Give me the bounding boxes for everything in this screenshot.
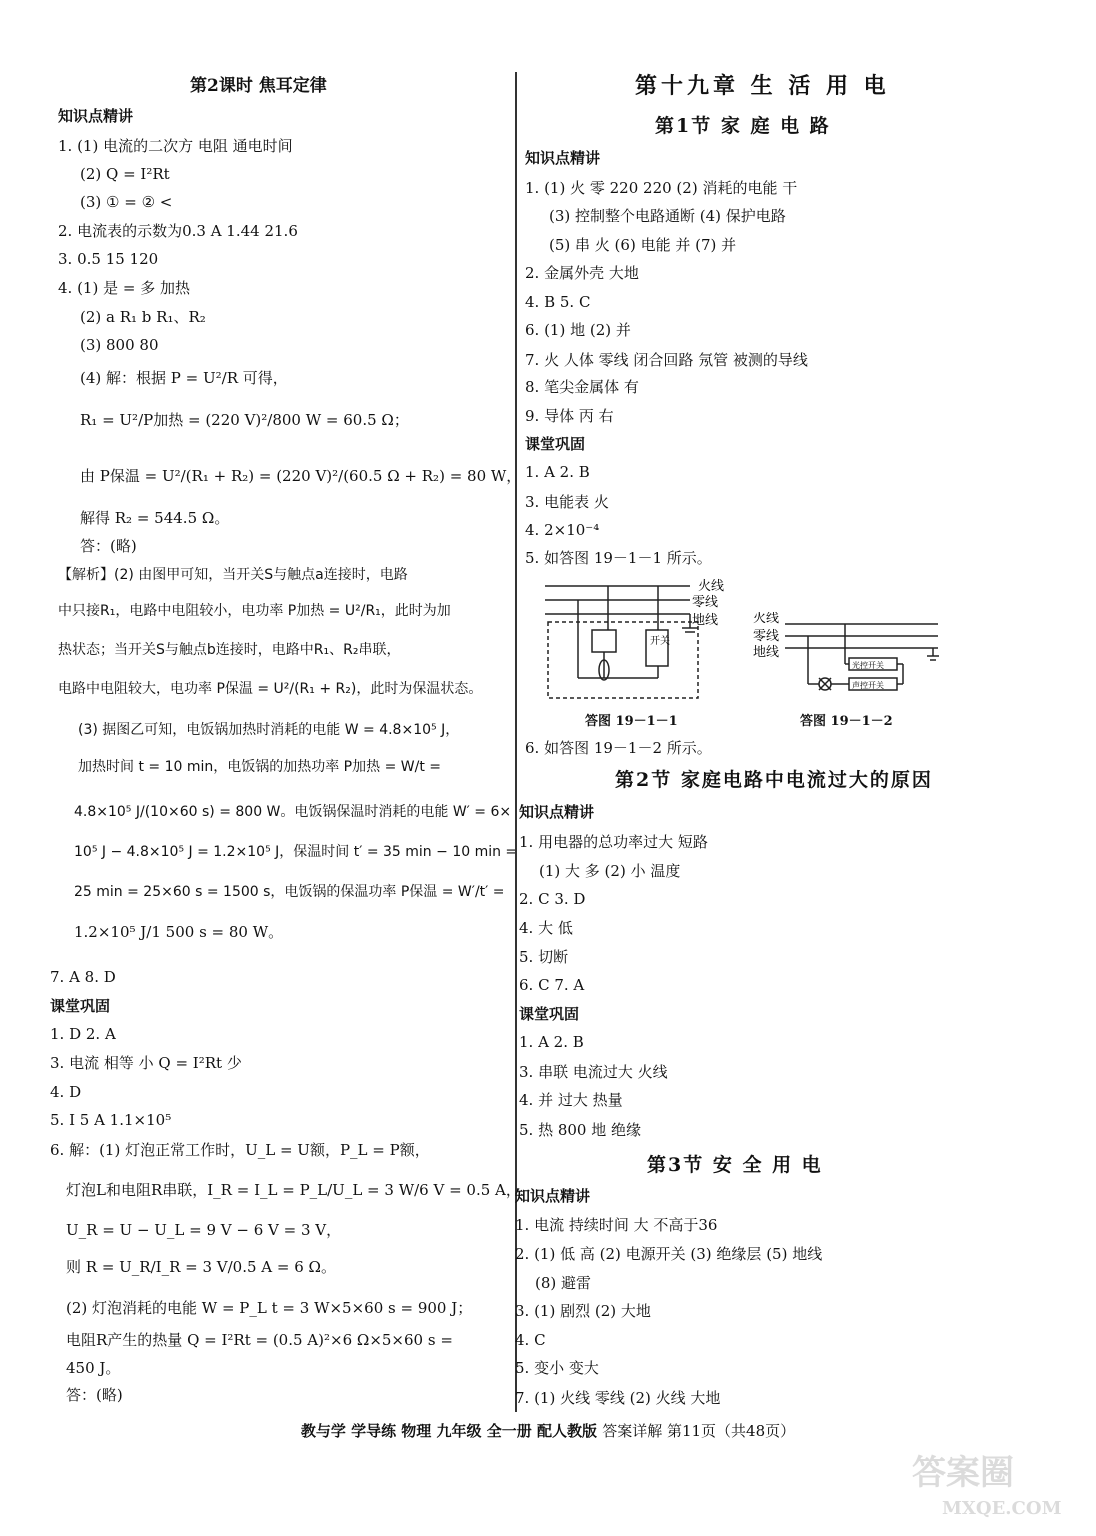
answer-line: 3. 电能表 火 xyxy=(525,493,609,511)
answer-line: 知识点精讲 xyxy=(525,149,601,167)
answer-line: 1. (1) 电流的二次方 电阻 通电时间 xyxy=(58,137,293,155)
answer-line: 4. (1) 是 = 多 加热 xyxy=(58,279,190,297)
answer-line: 5. 切断 xyxy=(519,948,569,966)
answer-line: 课堂巩固 xyxy=(525,435,586,453)
answer-line: 知识点精讲 xyxy=(519,803,595,821)
figure-1-caption: 答图 19－1－1 xyxy=(585,714,678,729)
answer-line: U_R = U − U_L = 9 V − 6 V = 3 V， xyxy=(66,1221,342,1239)
answer-line: 4. 并 过大 热量 xyxy=(519,1091,623,1109)
fig2-label-ground: 地线 xyxy=(753,645,780,660)
answer-line: 5. 变小 变大 xyxy=(515,1359,599,1377)
answer-line: R₁ = U²/P加热 = (220 V)²/800 W = 60.5 Ω； xyxy=(80,411,409,429)
answer-line: 6. 如答图 19－1－2 所示。 xyxy=(525,739,712,757)
section-3-title: 第3节 安 全 用 电 xyxy=(647,1154,823,1176)
answer-line: (3) 800 80 xyxy=(80,336,159,354)
section-1-title: 第1节 家 庭 电 路 xyxy=(655,115,831,137)
answer-line: 6. (1) 地 (2) 并 xyxy=(525,321,631,339)
answer-line: 由 P保温 = U²/(R₁ + R₂) = (220 V)²/(60.5 Ω + R₂) = 80 W， xyxy=(80,467,522,485)
answer-line: (3) 控制整个电路通断 (4) 保护电路 xyxy=(549,207,786,225)
figure-2-caption: 答图 19－1－2 xyxy=(800,714,893,729)
answer-line: 5. 热 800 地 绝缘 xyxy=(519,1121,642,1139)
answer-line: 2. 金属外壳 大地 xyxy=(525,264,639,282)
answer-line: 【解析】(2) 由图甲可知，当开关S与触点a连接时，电路 xyxy=(58,567,408,583)
answer-line: 知识点精讲 xyxy=(515,1187,591,1205)
answer-line: 1. A 2. B xyxy=(525,463,590,481)
answer-line: 6. C 7. A xyxy=(519,976,585,994)
answer-line: 1. A 2. B xyxy=(519,1033,584,1051)
answer-line: 3. 0.5 15 120 xyxy=(58,250,159,268)
answer-line: (8) 避雷 xyxy=(535,1274,592,1292)
answer-line: 2. 电流表的示数为0.3 A 1.44 21.6 xyxy=(58,222,298,240)
answer-line: 中只接R₁，电路中电阻较小，电功率 P加热 = U²/R₁，此时为加 xyxy=(58,603,451,619)
answer-line: 4. 2×10⁻⁴ xyxy=(525,521,600,539)
answer-line: 4. 大 低 xyxy=(519,919,573,937)
answer-line: 7. (1) 火线 零线 (2) 火线 大地 xyxy=(515,1389,721,1407)
answer-line: 1. D 2. A xyxy=(50,1025,116,1043)
fig2-label-neutral: 零线 xyxy=(753,629,780,644)
answer-line: 1. (1) 火 零 220 220 (2) 消耗的电能 干 xyxy=(525,179,798,197)
answer-line: (4) 解：根据 P = U²/R 可得， xyxy=(80,369,288,387)
answer-line: 6. 解：(1) 灯泡正常工作时，U_L = U额，P_L = P额， xyxy=(50,1141,430,1159)
answer-line: 知识点精讲 xyxy=(58,107,134,125)
answer-line: 灯泡L和电阻R串联，I_R = I_L = P_L/U_L = 3 W/6 V = 0.5 A， xyxy=(66,1181,521,1199)
answer-line: 3. 电流 相等 小 Q = I²Rt 少 xyxy=(50,1054,242,1072)
circuit-figure-1 xyxy=(540,578,740,708)
answer-line: 则 R = U_R/I_R = 3 V/0.5 A = 6 Ω。 xyxy=(66,1258,336,1276)
answer-line: 4.8×10⁵ J/(10×60 s) = 800 W。电饭锅保温时消耗的电能 W′ = 6× xyxy=(74,804,512,820)
answer-line: 5. 如答图 19－1－1 所示。 xyxy=(525,549,712,567)
answer-line: 答：(略) xyxy=(80,537,137,555)
answer-line: (2) Q = I²Rt xyxy=(80,165,170,183)
answer-line: 25 min = 25×60 s = 1500 s，电饭锅的保温功率 P保温 = W′/t′ = xyxy=(74,884,505,900)
answer-line: (5) 串 火 (6) 电能 并 (7) 并 xyxy=(549,236,737,254)
answer-line: 课堂巩固 xyxy=(519,1005,580,1023)
answer-line: 10⁵ J − 4.8×10⁵ J = 1.2×10⁵ J，保温时间 t′ = 35 min − 10 min = xyxy=(74,844,518,860)
fig1-label-switch: 开关 xyxy=(650,636,670,647)
answer-line: 3. 串联 电流过大 火线 xyxy=(519,1063,668,1081)
chapter-title: 第十九章 生 活 用 电 xyxy=(635,73,890,99)
answer-line: 7. 火 人体 零线 闭合回路 氖管 被测的导线 xyxy=(525,351,808,369)
fig1-label-neutral: 零线 xyxy=(692,595,719,610)
answer-line: 4. D xyxy=(50,1083,82,1101)
answer-line: 加热时间 t = 10 min，电饭锅的加热功率 P加热 = W/t = xyxy=(78,759,441,775)
watermark-logo xyxy=(902,1444,1082,1524)
answer-line: (2) 灯泡消耗的电能 W = P_L t = 3 W×5×60 s = 900 J； xyxy=(66,1299,473,1317)
answer-line: 2. (1) 低 高 (2) 电源开关 (3) 绝缘层 (5) 地线 xyxy=(515,1245,823,1263)
footer-page-number: 答案详解 第11页（共48页） xyxy=(602,1422,796,1440)
answer-line: 450 J。 xyxy=(66,1359,121,1377)
answer-line: (3) 据图乙可知，电饭锅加热时消耗的电能 W = 4.8×10⁵ J， xyxy=(78,722,460,738)
answer-line: 8. 笔尖金属体 有 xyxy=(525,378,639,396)
answer-line: 9. 导体 丙 右 xyxy=(525,407,614,425)
answer-line: 5. I 5 A 1.1×10⁵ xyxy=(50,1111,172,1129)
answer-line: 4. C xyxy=(515,1331,546,1349)
answer-line: 2. C 3. D xyxy=(519,890,586,908)
answer-line: (3) ① = ② < xyxy=(80,193,173,211)
answer-line: 3. (1) 剧烈 (2) 大地 xyxy=(515,1302,651,1320)
page-footer xyxy=(0,1420,1096,1441)
answer-line: 4. B 5. C xyxy=(525,293,591,311)
answer-line: (1) 大 多 (2) 小 温度 xyxy=(539,862,681,880)
fig2-label-live: 火线 xyxy=(753,612,780,626)
answer-line: 答：(略) xyxy=(66,1386,123,1404)
answer-line: 1. 用电器的总功率过大 短路 xyxy=(519,833,708,851)
watermark-text-2: MXQE.COM xyxy=(942,1498,1062,1519)
answer-line: (2) a R₁ b R₁、R₂ xyxy=(80,308,206,326)
footer-book-info: 教与学 学导练 物理 九年级 全一册 配人教版 xyxy=(300,1422,597,1440)
answer-line: 1.2×10⁵ J/1 500 s = 80 W。 xyxy=(74,923,284,941)
watermark-text-1: 答案圈 xyxy=(912,1453,1014,1493)
answer-line: 电路中电阻较大，电功率 P保温 = U²/(R₁ + R₂)，此时为保温状态。 xyxy=(58,681,483,697)
answer-line: 7. A 8. D xyxy=(50,968,116,986)
answer-line: 1. 电流 持续时间 大 不高于36 xyxy=(515,1216,718,1234)
answer-line: 电阻R产生的热量 Q = I²Rt = (0.5 A)²×6 Ω×5×60 s = xyxy=(66,1331,453,1349)
fig1-label-live: 火线 xyxy=(698,579,725,594)
column-divider xyxy=(515,72,517,1412)
lesson-title: 第2课时 焦耳定律 xyxy=(190,76,327,96)
fig2-label-light-switch: 光控开关 xyxy=(852,661,884,670)
answer-line: 课堂巩固 xyxy=(50,997,111,1015)
section-2-title: 第2节 家庭电路中电流过大的原因 xyxy=(615,769,933,791)
answer-line: 热状态；当开关S与触点b连接时，电路中R₁、R₂串联， xyxy=(58,642,401,658)
fig2-label-sound-switch: 声控开关 xyxy=(852,681,884,690)
circuit-figure-2 xyxy=(753,612,953,702)
answer-line: 解得 R₂ = 544.5 Ω。 xyxy=(80,509,230,527)
fig1-label-ground: 地线 xyxy=(692,613,719,628)
